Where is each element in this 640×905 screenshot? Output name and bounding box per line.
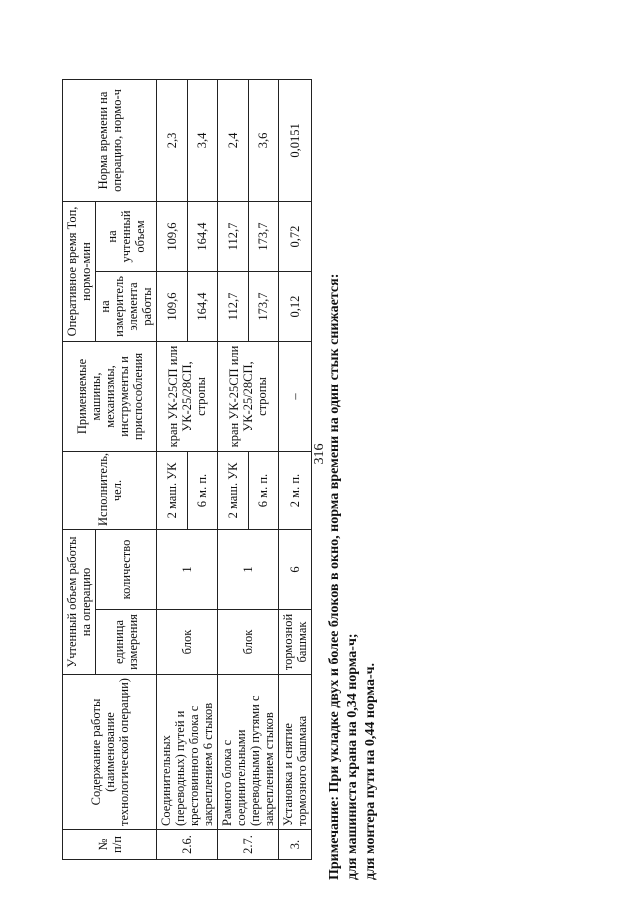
row-content: Соединительных (переводных) путей и крестовинного блока с закреплением 6 стыков xyxy=(157,675,218,830)
header-content: Содержание работы (наименование технологической операции) xyxy=(63,675,157,830)
header-time-meter: на измеритель элемента работы xyxy=(96,272,157,342)
row-time-volume: 0,72 xyxy=(279,201,312,271)
header-machines: Применяемые машины, механизмы, инструменты и приспособления xyxy=(63,342,157,452)
norms-table xyxy=(62,79,312,860)
table-row xyxy=(279,79,312,859)
row-performer: 2 маш. УК xyxy=(218,452,249,530)
row-machines: кран УК-25СП или УК-25/28СП, стропы xyxy=(157,342,218,452)
rotated-table-container xyxy=(62,80,322,860)
header-volume-qty: количество xyxy=(96,530,157,610)
table-row xyxy=(157,79,188,859)
table-row xyxy=(218,79,249,859)
note-block xyxy=(326,273,380,880)
row-time-meter: 109,6 xyxy=(157,272,188,342)
header-volume-group: Учтенный объем работы на операцию xyxy=(63,530,96,675)
note-line-1: Примечание: При укладке двух и более блоков в окно, норма времени на один стык снижается: xyxy=(327,273,342,880)
row-time-meter: 173,7 xyxy=(248,272,279,342)
row-unit: блок xyxy=(157,610,218,675)
row-time-volume: 109,6 xyxy=(157,201,188,271)
row-unit: тормозной башмак xyxy=(279,610,312,675)
page-number: 316 xyxy=(312,443,327,465)
header-volume-unit: единица измерения xyxy=(96,610,157,675)
row-num: 2.6. xyxy=(157,830,218,860)
row-norm: 3,6 xyxy=(248,79,279,201)
row-content: Рамного блока с соединительными (переводными) путями с закреплением стыков xyxy=(218,675,279,830)
row-machines: – xyxy=(279,342,312,452)
row-unit: блок xyxy=(218,610,279,675)
row-time-volume: 112,7 xyxy=(218,201,249,271)
header-norm: Норма времени на операцию, нормо-ч xyxy=(63,79,157,201)
header-time-volume: на учтенный объем xyxy=(96,201,157,271)
row-time-meter: 164,4 xyxy=(187,272,218,342)
note-line-3: для монтера пути на 0,44 норма-ч. xyxy=(363,662,378,880)
row-performer: 2 м. п. xyxy=(279,452,312,530)
header-num: № п/п xyxy=(63,830,157,860)
row-norm: 0,0151 xyxy=(279,79,312,201)
row-performer: 6 м. п. xyxy=(187,452,218,530)
row-time-volume: 164,4 xyxy=(187,201,218,271)
row-qty: 1 xyxy=(157,530,218,610)
note-line-2: для машиниста крана на 0,34 норма-ч; xyxy=(345,633,360,880)
row-num: 2.7. xyxy=(218,830,279,860)
row-time-volume: 173,7 xyxy=(248,201,279,271)
row-performer: 2 маш. УК xyxy=(157,452,188,530)
header-performer: Исполнитель, чел. xyxy=(63,452,157,530)
header-time-group: Оперативное время Топ, нормо-мин xyxy=(63,201,96,341)
row-qty: 6 xyxy=(279,530,312,610)
row-norm: 2,3 xyxy=(157,79,188,201)
row-norm: 3,4 xyxy=(187,79,218,201)
row-time-meter: 112,7 xyxy=(218,272,249,342)
row-qty: 1 xyxy=(218,530,279,610)
row-num: 3. xyxy=(279,830,312,860)
row-machines: кран УК-25СП или УК-25/28СП, стропы xyxy=(218,342,279,452)
row-content: Установка и снятие тормозного башмака xyxy=(279,675,312,830)
row-norm: 2,4 xyxy=(218,79,249,201)
row-time-meter: 0,12 xyxy=(279,272,312,342)
row-performer: 6 м. п. xyxy=(248,452,279,530)
